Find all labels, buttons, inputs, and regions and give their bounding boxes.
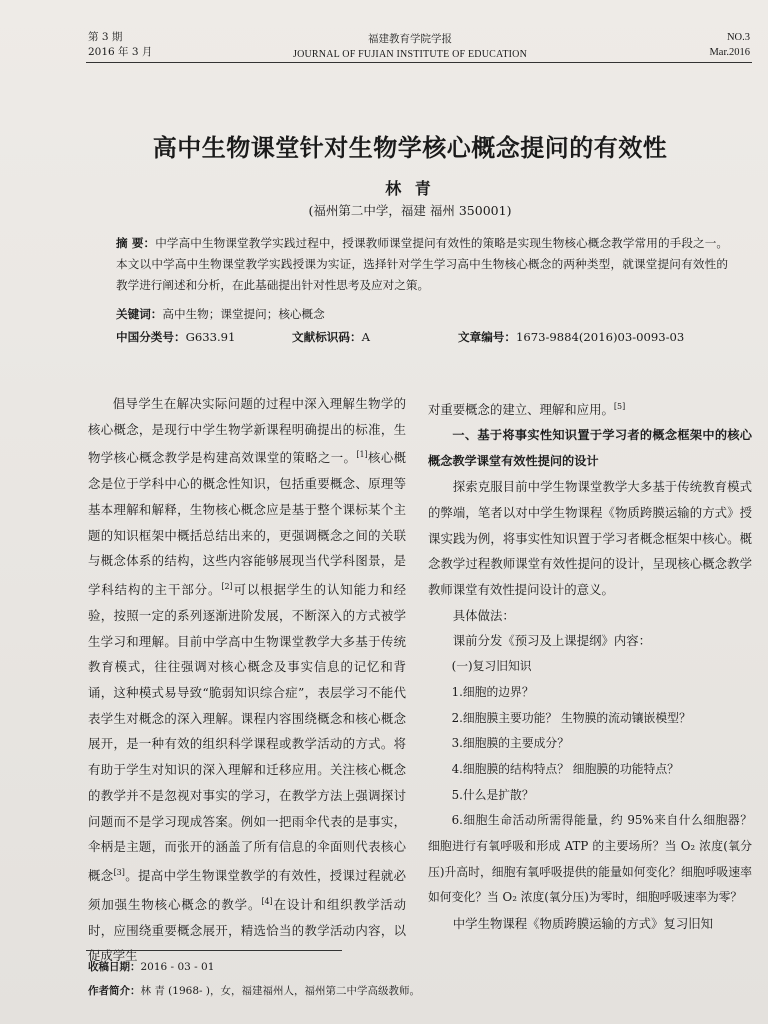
issue-number-en: NO.3	[726, 32, 750, 43]
class-label: 中国分类号：	[116, 330, 186, 344]
body-paragraph	[88, 391, 406, 969]
footnote-divider	[86, 950, 342, 951]
issue-date-cn: 2016 年 3 月	[88, 46, 153, 58]
journal-name-cn: 福建教育学院学报	[368, 33, 452, 45]
text-run: 。提高中学生物课堂教学的有效性，授课过程就必须加强生物核心概念的教学。	[88, 868, 407, 912]
body-paragraph: 课前分发《预习及上课提纲》内容：	[452, 633, 652, 649]
class-number	[116, 330, 235, 344]
citation: [2]	[221, 582, 233, 592]
citation: [1]	[356, 450, 368, 460]
received-label: 收稿日期：	[88, 961, 141, 973]
question-item: 1.细胞的边界？	[451, 684, 534, 699]
body-paragraph: 探索克服目前中学生物课堂教学大多基于传统教育模式的弊端，笔者以对中学生物课程《物质跨膜运输的方式》授课实践为例，将事实性知识置于学习者概念框架中核心。概念教学过程教师课堂有效性提问的设计，呈现核心概念教学教师课堂有效性提问设计的意义。	[428, 479, 752, 598]
journal-name-en: JOURNAL OF FUJIAN INSTITUTE OF EDUCATION	[292, 49, 527, 60]
keywords-text: 高中生物；课堂提问；核心概念	[162, 307, 325, 321]
section-heading: 一、基于将事实性知识置于学习者的概念框架中的核心概念教学课堂有效性提问的设计	[428, 427, 752, 468]
header-issue	[88, 30, 152, 60]
abstract	[116, 233, 728, 296]
question-item: 3.细胞膜的主要成分？	[451, 736, 570, 751]
header-journal	[260, 32, 560, 62]
citation: [5]	[613, 402, 626, 411]
article-author: 林 青	[385, 179, 435, 198]
received-date	[88, 955, 420, 979]
question-item: 5.什么是扩散？	[451, 787, 534, 802]
body-paragraph: 具体做法：	[452, 607, 515, 623]
class-value: G633.91	[185, 330, 236, 344]
keywords	[116, 306, 325, 322]
article-title: 高中生物课堂针对生物学核心概念提问的有效性	[152, 134, 668, 162]
bio-value: 林 青 (1968- )，女，福建福州人，福州第二中学高级教师。	[140, 985, 420, 997]
received-value: 2016 - 03 - 01	[140, 961, 215, 973]
review-heading: (一)复习旧知识	[451, 659, 532, 674]
header-divider	[86, 62, 752, 63]
body-paragraph	[428, 394, 752, 423]
article-id-value: 1673-9884(2016)03-0093-03	[515, 330, 685, 344]
abstract-label: 摘 要：	[116, 236, 156, 250]
doc-value: A	[361, 330, 370, 344]
article-id-label: 文章编号：	[458, 330, 516, 344]
text-run: 可以根据学生的认知能力和经验，按照一定的系列逐渐进阶发展，不断深入的方式被学生学习和理解。目前中学高中生物课堂教学大多基于传统教育模式，往往强调对核心概念及事实信息的记忆和背诵，这种模式易导致“脆弱知识综合症”，表层学习不能代表学生对概念的深入理解。课程内容围绕概念和核心概念展开，是一种有效的组织科学课程或教学活动的方式。将有助于学生对知识的深入理解和迁移应用。关注核心概念的教学并不是忽视对事实的学习，在教学方法上强调探讨问题而不是学习现成答案。例如一把雨伞代表的是事实，伞柄是主题，而张开的涵盖了所有信息的伞面则代表核心概念	[88, 582, 407, 884]
citation: [4]	[261, 896, 273, 906]
body-left-column	[88, 391, 406, 969]
author-affiliation: (福州第二中学，福建 福州 350001)	[308, 203, 512, 218]
text-run: 对重要概念的建立、理解和应用。	[428, 402, 614, 418]
footnote	[88, 955, 420, 1003]
text-run: 在设计和组织教学活动时，应围绕重要概念展开，精选恰当的教学活动内容，以促成学生	[88, 896, 407, 964]
bio-label: 作者简介：	[88, 985, 141, 997]
text-run: 核心概念是位于学科中心的概念性知识，包括重要概念、原理等基本理解和解释，生物核心概念应是基于整个课标某个主题的知识框架中概括总结出来的，更强调概念之间的关联与概念体系的结构，这些内容能够展现当代学科图景，是学科结构的主干部分。	[88, 450, 407, 598]
text-run: 倡导学生在解决实际问题的过程中深入理解生物学的核心概念，是现行中学生物学新课程明确提出的标准，生物学核心概念教学是构建高效课堂的策略之一。	[88, 396, 406, 466]
issue-number-cn: 第 3 期	[88, 31, 123, 43]
issue-date-en: Mar.2016	[709, 47, 750, 58]
author-bio	[88, 979, 420, 1003]
body-paragraph: 中学生物课程《物质跨膜运输的方式》复习旧知	[452, 916, 713, 932]
abstract-text: 中学高中生物课堂教学实践过程中，授课教师课堂提问有效性的策略是实现生物核心概念教学常用的手段之一。本文以中学高中生物课堂教学实践授课为实证，选择针对学生学习高中生物核心概念的两种类型，就课堂提问有效性的教学进行阐述和分析，在此基础提出针对性思考及应对之策。	[116, 236, 728, 292]
doc-code	[292, 329, 370, 345]
doc-label: 文献标识码：	[292, 330, 362, 344]
citation: [3]	[113, 867, 125, 877]
keywords-label: 关键词：	[116, 307, 163, 321]
header-issue-en	[640, 30, 750, 60]
question-item: 6.细胞生命活动所需得能量，约 95%来自什么细胞器？细胞进行有氧呼吸和形成 ATP 的主要场所？当 O₂ 浓度(氧分压)升高时，细胞有氧呼吸提供的能量如何变化？细胞呼吸速率如何变化？当 O₂ 浓度(氧分压)为零时，细胞呼吸速率为零？	[428, 813, 752, 905]
classification-line	[116, 329, 736, 345]
article-id	[458, 329, 684, 345]
question-item: 4.细胞膜的结构特点？ 细胞膜的功能特点？	[451, 761, 679, 776]
body-right-column	[428, 394, 752, 937]
question-item: 2.细胞膜主要功能？ 生物膜的流动镶嵌模型？	[451, 710, 691, 725]
